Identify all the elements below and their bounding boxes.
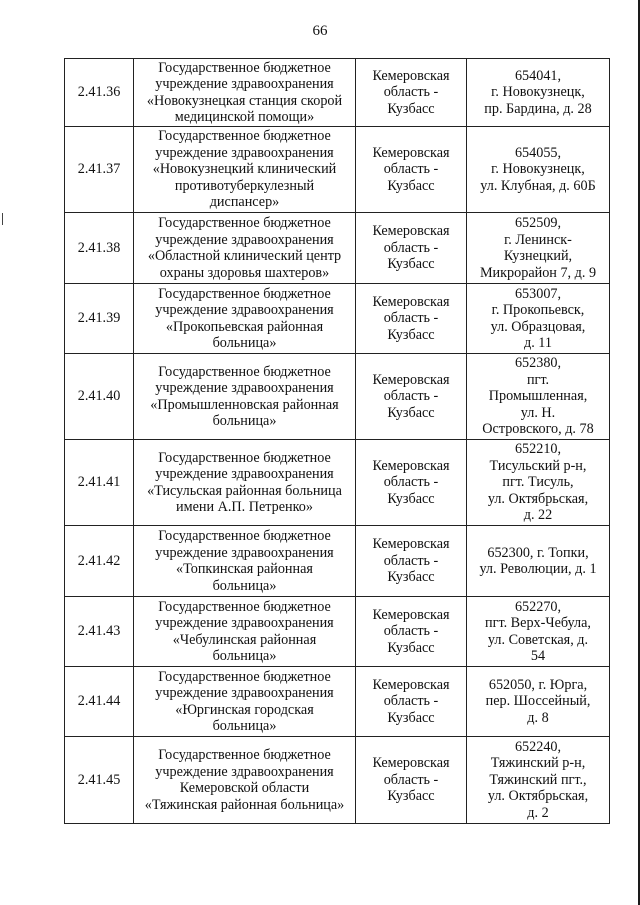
- address-cell: [467, 284, 610, 354]
- table-row: [65, 526, 610, 597]
- address-line: д. 11: [524, 335, 552, 351]
- row-number-cell: [65, 127, 134, 213]
- table-row: [65, 597, 610, 667]
- row-number-cell: [65, 284, 134, 354]
- institution-name-cell: [134, 127, 356, 213]
- address-line: г. Прокопьевск,: [491, 302, 585, 318]
- institution-name-line: диспансер»: [209, 194, 280, 211]
- address-line: Тяжинский р-н,: [490, 755, 586, 772]
- address-line: 652050, г. Юрга,: [488, 676, 588, 693]
- region-line: Кузбасс: [387, 256, 435, 273]
- address-line: ул. Н.: [520, 404, 556, 421]
- institution-name-cell: [134, 213, 356, 284]
- institution-name-line: учреждение здравоохранения: [155, 466, 334, 482]
- region-line: область -: [383, 161, 439, 178]
- address-line: г. Ленинск-: [504, 231, 572, 248]
- region-cell: [356, 667, 467, 737]
- table-row: [65, 667, 610, 737]
- region-line: Кемеровская: [372, 223, 450, 240]
- region-line: Кемеровская: [372, 293, 450, 310]
- table-row: [65, 213, 610, 284]
- address-line: г. Новокузнецк,: [491, 84, 585, 101]
- institution-name-cell: [134, 597, 356, 667]
- region-cell: [356, 737, 467, 824]
- row-number-cell: [65, 440, 134, 526]
- region-line: область -: [383, 388, 439, 405]
- institution-name-line: Государственное бюджетное: [158, 449, 331, 466]
- institution-name-line: учреждение здравоохранения: [155, 685, 334, 701]
- region-cell: [356, 213, 467, 284]
- address-line: Микрорайон 7, д. 9: [479, 264, 597, 281]
- address-line: 653007,: [514, 285, 562, 302]
- address-line: 652210,: [514, 441, 562, 458]
- institution-name-line: «Промышленновская районная: [150, 396, 339, 413]
- row-number-cell: [65, 597, 134, 667]
- institution-name-line: учреждение здравоохранения: [155, 544, 334, 561]
- row-number: 2.41.37: [77, 161, 121, 178]
- region-line: Кузбасс: [387, 326, 435, 343]
- institution-name-line: Кемеровской области: [179, 780, 310, 796]
- region-line: Кемеровская: [372, 606, 450, 623]
- row-number: 2.41.41: [77, 474, 121, 491]
- region-line: Кемеровская: [372, 67, 450, 84]
- institution-name-line: охраны здоровья шахтеров»: [159, 264, 330, 281]
- region-line: Кузбасс: [387, 404, 435, 421]
- address-cell: [467, 597, 610, 667]
- institution-name-cell: [134, 284, 356, 354]
- row-number: 2.41.39: [77, 310, 121, 327]
- institution-name-line: больница»: [212, 718, 277, 734]
- institution-name-line: противотуберкулезный: [174, 177, 315, 194]
- institution-name-line: учреждение здравоохранения: [155, 144, 334, 161]
- row-number-cell: [65, 526, 134, 597]
- row-number: 2.41.40: [77, 388, 121, 405]
- row-number: 2.41.42: [77, 552, 121, 569]
- row-number-cell: [65, 59, 134, 127]
- address-line: пгт. Верх-Чебула,: [485, 615, 591, 631]
- row-number: 2.41.45: [77, 771, 121, 788]
- region-line: Кемеровская: [372, 536, 450, 553]
- table-row: [65, 737, 610, 824]
- row-number: 2.41.43: [77, 623, 121, 640]
- region-line: область -: [383, 84, 439, 101]
- address-line: пгт.: [526, 371, 550, 388]
- institution-name-line: «Тяжинская районная больница»: [144, 796, 345, 813]
- institution-name-line: больница»: [212, 577, 277, 594]
- region-cell: [356, 440, 467, 526]
- address-line: ул. Октябрьская,: [487, 788, 589, 805]
- region-cell: [356, 526, 467, 597]
- region-line: Кузбасс: [387, 788, 435, 805]
- address-line: 54: [530, 648, 546, 664]
- region-line: Кузбасс: [387, 100, 435, 117]
- institution-name-line: «Областной клинический центр: [147, 248, 342, 264]
- row-number: 2.41.36: [77, 84, 121, 101]
- address-cell: [467, 440, 610, 526]
- region-line: область -: [383, 474, 439, 491]
- address-line: 654055,: [514, 144, 562, 161]
- scan-artifact-mark: [2, 213, 3, 225]
- address-line: ул. Образцовая,: [490, 318, 586, 335]
- address-line: пгт. Тисуль,: [502, 474, 574, 491]
- institution-name-line: «Чебулинская районная: [172, 631, 317, 648]
- address-line: ул. Революции, д. 1: [479, 561, 597, 577]
- address-line: 652380,: [514, 355, 562, 372]
- institutions-table-body: [65, 59, 610, 824]
- table-row: [65, 127, 610, 213]
- address-line: 654041,: [514, 67, 562, 84]
- address-cell: [467, 213, 610, 284]
- institution-name-line: Государственное бюджетное: [158, 528, 331, 544]
- table-row: [65, 59, 610, 127]
- address-line: Тяжинский пгт.,: [489, 771, 587, 788]
- address-line: ул. Клубная, д. 60Б: [480, 177, 596, 194]
- region-line: Кузбасс: [387, 639, 435, 656]
- address-line: 652240,: [514, 738, 562, 755]
- institution-name-cell: [134, 354, 356, 440]
- region-line: Кемеровская: [372, 144, 450, 161]
- row-number: 2.41.38: [77, 239, 121, 256]
- region-line: Кемеровская: [372, 676, 450, 693]
- region-cell: [356, 354, 467, 440]
- region-line: область -: [383, 239, 439, 256]
- institution-name-line: Государственное бюджетное: [158, 128, 331, 145]
- row-number-cell: [65, 354, 134, 440]
- institution-name-cell: [134, 59, 356, 127]
- region-line: Кемеровская: [372, 371, 450, 388]
- institution-name-line: учреждение здравоохранения: [155, 380, 334, 396]
- address-line: Кузнецкий,: [503, 248, 573, 264]
- address-line: 652300, г. Топки,: [487, 544, 589, 561]
- institution-name-line: Государственное бюджетное: [158, 598, 331, 615]
- region-line: Кемеровская: [372, 755, 450, 772]
- institution-name-line: Государственное бюджетное: [158, 668, 331, 685]
- institution-name-cell: [134, 526, 356, 597]
- institution-name-cell: [134, 737, 356, 824]
- institution-name-line: учреждение здравоохранения: [155, 763, 334, 780]
- address-cell: [467, 526, 610, 597]
- region-line: Кузбасс: [387, 177, 435, 194]
- institution-name-line: учреждение здравоохранения: [155, 615, 334, 631]
- institution-name-line: больница»: [212, 413, 277, 429]
- region-cell: [356, 284, 467, 354]
- institution-name-line: Государственное бюджетное: [158, 59, 331, 76]
- address-line: д. 8: [527, 709, 549, 726]
- institution-name-line: учреждение здравоохранения: [155, 76, 334, 92]
- institutions-table: [64, 58, 610, 824]
- table-row: [65, 284, 610, 354]
- institution-name-line: «Прокопьевская районная: [165, 318, 324, 335]
- address-line: 652270,: [514, 598, 562, 615]
- institution-name-line: «Юргинская городская: [175, 701, 314, 718]
- row-number-cell: [65, 213, 134, 284]
- page-number: 66: [312, 23, 328, 39]
- region-line: область -: [383, 310, 439, 327]
- institution-name-line: Государственное бюджетное: [158, 363, 331, 380]
- institution-name-line: медицинской помощи»: [174, 109, 315, 125]
- address-cell: [467, 354, 610, 440]
- institution-name-cell: [134, 440, 356, 526]
- region-line: область -: [383, 693, 439, 710]
- address-cell: [467, 667, 610, 737]
- address-line: г. Новокузнецк,: [491, 161, 585, 178]
- institution-name-line: имени А.П. Петренко»: [176, 499, 313, 515]
- institution-name-cell: [134, 667, 356, 737]
- region-cell: [356, 59, 467, 127]
- address-line: д. 2: [527, 804, 549, 821]
- region-line: Кемеровская: [372, 457, 450, 474]
- institution-name-line: «Новокузнецкая станция скорой: [146, 92, 343, 109]
- address-line: ул. Советская, д.: [487, 631, 589, 648]
- region-line: Кузбасс: [387, 569, 435, 586]
- institution-name-line: больница»: [212, 335, 277, 351]
- row-number-cell: [65, 737, 134, 824]
- region-cell: [356, 597, 467, 667]
- row-number-cell: [65, 667, 134, 737]
- address-line: Островского, д. 78: [482, 421, 594, 438]
- table-row: [65, 440, 610, 526]
- region-line: Кузбасс: [387, 709, 435, 726]
- region-cell: [356, 127, 467, 213]
- institution-name-line: больница»: [212, 648, 277, 664]
- address-line: Тисульский р-н,: [489, 457, 587, 474]
- institution-name-line: Государственное бюджетное: [158, 285, 331, 302]
- address-line: 652509,: [514, 215, 562, 231]
- address-cell: [467, 127, 610, 213]
- address-line: Промышленная,: [488, 388, 588, 405]
- address-cell: [467, 59, 610, 127]
- institution-name-line: Государственное бюджетное: [158, 747, 331, 763]
- institution-name-line: «Топкинская районная: [176, 561, 313, 577]
- address-cell: [467, 737, 610, 824]
- region-line: область -: [383, 623, 439, 640]
- institution-name-line: учреждение здравоохранения: [155, 231, 334, 248]
- institution-name-line: Государственное бюджетное: [158, 215, 331, 231]
- institution-name-line: учреждение здравоохранения: [155, 302, 334, 318]
- table-row: [65, 354, 610, 440]
- region-line: область -: [383, 771, 439, 788]
- address-line: пр. Бардина, д. 28: [484, 100, 592, 117]
- institution-name-line: «Тисульская районная больница: [147, 482, 342, 499]
- row-number: 2.41.44: [77, 693, 121, 710]
- address-line: ул. Октябрьская,: [487, 490, 589, 507]
- region-line: область -: [383, 552, 439, 569]
- address-line: пер. Шоссейный,: [485, 693, 591, 710]
- institution-name-line: «Новокузнецкий клинический: [152, 161, 337, 178]
- address-line: д. 22: [523, 507, 553, 524]
- region-line: Кузбасс: [387, 490, 435, 507]
